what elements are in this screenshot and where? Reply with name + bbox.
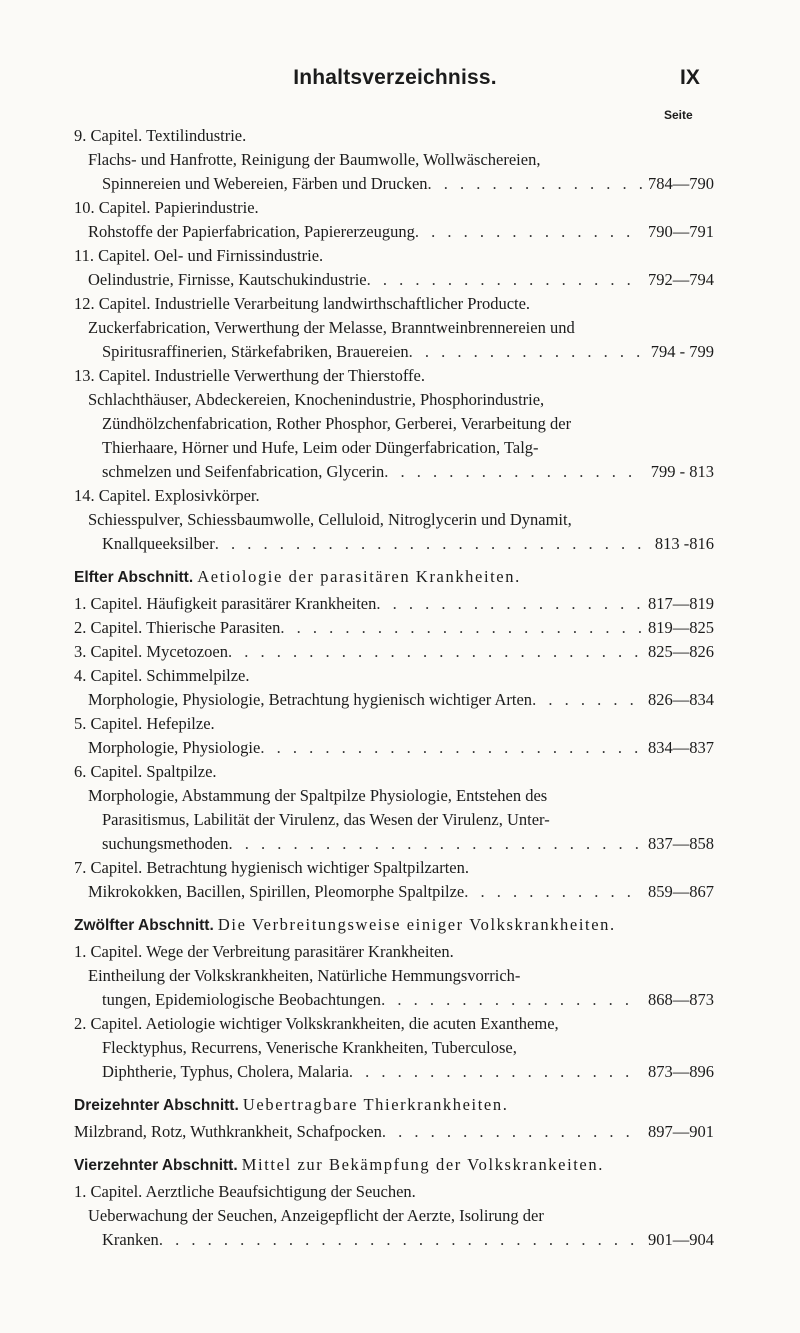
chapter-heading: 6. Capitel. Spaltpilze. — [74, 762, 217, 781]
chapter-heading: 14. Capitel. Explosivkörper. — [74, 486, 260, 505]
dot-leader — [381, 988, 642, 1012]
page-range: 784—790 — [648, 174, 714, 193]
chapter-entry — [74, 616, 714, 640]
section-title: Mittel zur Bekämpfung der Volkskrankeiten. — [241, 1155, 604, 1174]
table-of-contents — [74, 124, 714, 1252]
chapter-description: Eintheilung der Volkskrankheiten, Natürliche Hemmungsvorrich- — [88, 966, 521, 985]
page-range: 813 -816 — [654, 534, 714, 553]
entry-text: Morphologie, Physiologie, Betrachtung hygienisch wichtiger Arten — [88, 690, 533, 709]
entry-text: Spinnereien und Webereien, Färben und Drucken — [102, 174, 428, 193]
chapter-description: Thierhaare, Hörner und Hufe, Leim oder Düngerfabrication, Talg- — [102, 438, 539, 457]
entry-text: Mikrokokken, Bacillen, Spirillen, Pleomorphe Spaltpilze — [88, 882, 465, 901]
chapter-description: Zuckerfabrication, Verwerthung der Melasse, Branntweinbrennereien und — [88, 318, 575, 337]
chapter-description: Morphologie, Abstammung der Spaltpilze Physiologie, Entstehen des — [88, 786, 548, 805]
dot-leader — [260, 736, 642, 760]
chapter-description: Zündhölzchenfabrication, Rother Phosphor, Gerberei, Verarbeitung der — [102, 414, 572, 433]
chapter-entry — [74, 688, 714, 712]
chapter-entry — [74, 172, 714, 196]
dot-leader — [215, 532, 649, 556]
page-range: 897—901 — [648, 1122, 714, 1141]
chapter-entry — [74, 532, 714, 556]
section-title: Die Verbreitungsweise einiger Volkskrankheiten. — [217, 915, 616, 934]
chapter-entry — [74, 1060, 714, 1084]
chapter-heading: 9. Capitel. Textilindustrie. — [74, 126, 247, 145]
entry-text: Morphologie, Physiologie — [88, 738, 261, 757]
dot-leader — [464, 880, 642, 904]
dot-leader — [280, 616, 642, 640]
dot-leader — [532, 688, 642, 712]
dot-leader — [376, 592, 642, 616]
page-range: 859—867 — [648, 882, 714, 901]
toc-chapter — [74, 484, 714, 556]
chapter-description: Parasitismus, Labilität der Virulenz, das Wesen der Virulenz, Unter- — [102, 810, 550, 829]
section-label: Dreizehnter Abschnitt. — [74, 1097, 239, 1114]
toc-chapter — [74, 1012, 714, 1084]
section-heading — [74, 1150, 714, 1180]
dot-leader — [382, 1120, 642, 1144]
entry-text: Spiritusraffinerien, Stärkefabriken, Brauereien — [102, 342, 409, 361]
seite-label: Seite — [664, 108, 693, 122]
section-heading — [74, 1090, 714, 1120]
page-range: 825—826 — [648, 642, 714, 661]
chapter-description: Schiesspulver, Schiessbaumwolle, Celluloid, Nitroglycerin und Dynamit, — [88, 510, 572, 529]
toc-chapter — [74, 1180, 714, 1252]
entry-text: Milzbrand, Rotz, Wuthkrankheit, Schafpocken — [74, 1122, 382, 1141]
chapter-entry — [74, 268, 714, 292]
dot-leader — [409, 340, 645, 364]
chapter-heading: 11. Capitel. Oel- und Firnissindustrie. — [74, 246, 324, 265]
page-range: 817—819 — [648, 594, 714, 613]
section-entry — [74, 1120, 714, 1144]
chapter-heading: 4. Capitel. Schimmelpilze. — [74, 666, 250, 685]
section-title: Uebertragbare Thierkrankheiten. — [242, 1095, 509, 1114]
chapter-entry — [74, 460, 714, 484]
chapter-entry — [74, 736, 714, 760]
chapter-heading: 12. Capitel. Industrielle Verarbeitung landwirthschaftlicher Producte. — [74, 294, 531, 313]
page-range: 792—794 — [648, 270, 714, 289]
entry-text: Knallqueeksilber — [102, 534, 215, 553]
page-range: 799 - 813 — [650, 462, 714, 481]
entry-text: 3. Capitel. Mycetozoen — [74, 642, 228, 661]
chapter-entry — [74, 988, 714, 1012]
chapter-entry — [74, 880, 714, 904]
dot-leader — [367, 268, 642, 292]
dot-leader — [228, 832, 642, 856]
toc-chapter — [74, 940, 714, 1012]
toc-chapter — [74, 856, 714, 904]
section-title: Aetiologie der parasitären Krankheiten. — [197, 567, 521, 586]
page-range: 790—791 — [648, 222, 714, 241]
dot-leader — [349, 1060, 642, 1084]
toc-chapter — [74, 712, 714, 760]
dot-leader — [159, 1228, 642, 1252]
toc-chapter — [74, 124, 714, 196]
chapter-description: Flachs- und Hanfrotte, Reinigung der Baumwolle, Wollwäschereien, — [88, 150, 541, 169]
section-heading — [74, 562, 714, 592]
toc-chapter — [74, 364, 714, 484]
entry-text: suchungsmethoden — [102, 834, 229, 853]
chapter-description: Flecktyphus, Recurrens, Venerische Krankheiten, Tuberculose, — [102, 1038, 517, 1057]
page-range: 794 - 799 — [650, 342, 714, 361]
section-label: Zwölfter Abschnitt. — [74, 917, 214, 934]
toc-chapter — [74, 244, 714, 292]
entry-text: Diphtherie, Typhus, Cholera, Malaria — [102, 1062, 349, 1081]
chapter-description: Schlachthäuser, Abdeckereien, Knochenindustrie, Phosphorindustrie, — [88, 390, 545, 409]
entry-text: 1. Capitel. Häufigkeit parasitärer Krankheiten — [74, 594, 377, 613]
page-header — [0, 66, 800, 94]
chapter-heading: 1. Capitel. Aerztliche Beaufsichtigung der Seuchen. — [74, 1182, 416, 1201]
section-heading — [74, 910, 714, 940]
page-range: 873—896 — [648, 1062, 714, 1081]
entry-text: Kranken — [102, 1230, 159, 1249]
chapter-heading: 2. Capitel. Aetiologie wichtiger Volkskrankheiten, die acuten Exantheme, — [74, 1014, 559, 1033]
page-range: 901—904 — [648, 1230, 714, 1249]
section-label: Elfter Abschnitt. — [74, 569, 194, 586]
toc-chapter — [74, 292, 714, 364]
dot-leader — [228, 640, 642, 664]
chapter-heading: 10. Capitel. Papierindustrie. — [74, 198, 259, 217]
chapter-entry — [74, 640, 714, 664]
toc-chapter — [74, 196, 714, 244]
dot-leader — [415, 220, 642, 244]
entry-text: tungen, Epidemiologische Beobachtungen — [102, 990, 382, 1009]
page-range: 868—873 — [648, 990, 714, 1009]
chapter-entry — [74, 1228, 714, 1252]
chapter-entry — [74, 832, 714, 856]
page-number: IX — [680, 66, 700, 89]
page-title: Inhaltsverzeichniss. — [293, 66, 497, 89]
dot-leader — [384, 460, 645, 484]
entry-text: Oelindustrie, Firnisse, Kautschukindustrie — [88, 270, 367, 289]
page-range: 837—858 — [648, 834, 714, 853]
chapter-entry — [74, 220, 714, 244]
dot-leader — [428, 172, 642, 196]
chapter-heading: 13. Capitel. Industrielle Verwerthung der Thierstoffe. — [74, 366, 425, 385]
toc-chapter — [74, 664, 714, 712]
page-range: 819—825 — [648, 618, 714, 637]
toc-chapter — [74, 760, 714, 856]
page-range: 826—834 — [648, 690, 714, 709]
chapter-heading: 7. Capitel. Betrachtung hygienisch wichtiger Spaltpilzarten. — [74, 858, 469, 877]
entry-text: schmelzen und Seifenfabrication, Glycerin — [102, 462, 385, 481]
chapter-description: Ueberwachung der Seuchen, Anzeigepflicht der Aerzte, Isolirung der — [88, 1206, 544, 1225]
chapter-entry — [74, 340, 714, 364]
page-range: 834—837 — [648, 738, 714, 757]
chapter-heading: 5. Capitel. Hefepilze. — [74, 714, 215, 733]
entry-text: 2. Capitel. Thierische Parasiten — [74, 618, 281, 637]
chapter-entry — [74, 592, 714, 616]
chapter-heading: 1. Capitel. Wege der Verbreitung parasitärer Krankheiten. — [74, 942, 454, 961]
section-label: Vierzehnter Abschnitt. — [74, 1157, 238, 1174]
entry-text: Rohstoffe der Papierfabrication, Papiererzeugung — [88, 222, 415, 241]
